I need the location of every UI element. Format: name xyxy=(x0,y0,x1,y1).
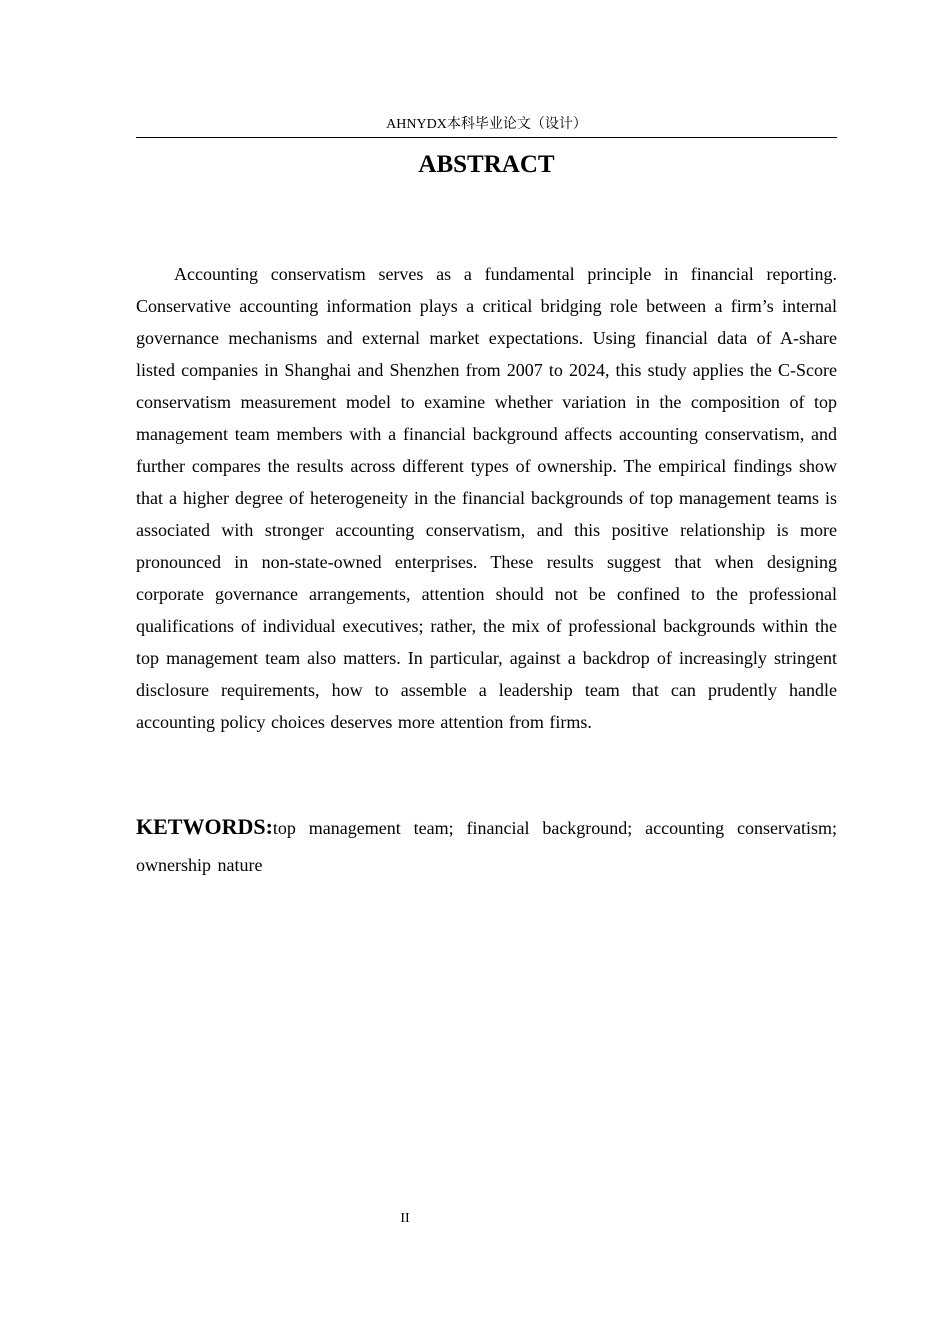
keywords-line xyxy=(136,808,837,884)
abstract-paragraph: Accounting conservatism serves as a fundamental principle in financial reporting. Conservative accounting information plays a critical bridging role between a firm’s internal governance mechanisms and external market expectations. Using financial data of A-share listed companies in Shanghai and Shenzhen from 2007 to 2024, this study applies the C-Score conservatism measurement model to examine whether variation in the composition of top management team members with a financial background affects accounting conservatism, and further compares the results across different types of ownership. The empirical findings show that a higher degree of heterogeneity in the financial backgrounds of top management teams is associated with stronger accounting conservatism, and this positive relationship is more pronounced in non-state-owned enterprises. These results suggest that when designing corporate governance arrangements, attention should not be confined to the professional qualifications of individual executives; rather, the mix of professional backgrounds within the top management team also matters. In particular, against a backdrop of increasingly stringent disclosure requirements, how to assemble a leadership team that can prudently handle accounting policy choices deserves more attention from firms. xyxy=(136,264,837,732)
header-divider xyxy=(136,137,837,138)
page-number: II xyxy=(400,1211,410,1226)
abstract-title: ABSTRACT xyxy=(418,151,555,178)
keywords-text: top management team; financial background; accounting conservatism; ownership nature xyxy=(136,818,837,875)
keywords-label: KETWORDS: xyxy=(136,814,273,839)
running-header: AHNYDX本科毕业论文（设计） xyxy=(386,117,587,132)
